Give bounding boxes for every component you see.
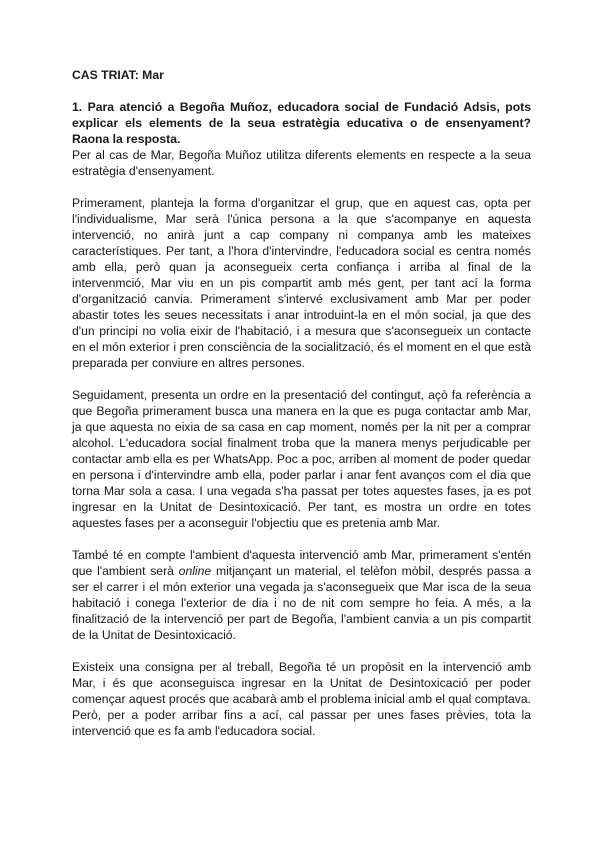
paragraph-environment-part-2: mitjançant un material, el telèfon mòbil, després passa a ser el carrer i el món exterior una vegada ja s'aconsegueix que Mar isca de la seua habitació i conega l'exterior de dia i no de nit com sempre ho feia. A més, a la finalització de la intervenció per part de Begoña, l'ambient canvia a un pis compartit de la Unitat de Desintoxicació. bbox=[72, 564, 531, 642]
intro-paragraph: Per al cas de Mar, Begoña Muñoz utilitza diferents elements en respecte a la seua estratègia d'ensenyament. bbox=[72, 148, 531, 178]
paragraph-environment bbox=[72, 547, 531, 643]
paragraph-environment-italic: online bbox=[178, 564, 212, 578]
paragraph-group-organization: Primerament, planteja la forma d'organitzar el grup, que en aquest cas, opta per l'individualisme, Mar serà l'única persona a la que s'acompanye en aquesta intervenció, no anirà junt a cap company ni companya amb les mateixes característiques. Per tant, a l'hora d'intervindre, l'educadora social es centra només amb ella, però quan ja aconsegueix certa confiança i arriba al final de la intervenmció, Mar viu en un pis compartit amb més gent, per tant ací la forma d'organització canvia. Primerament s'intervé exclusivament amb Mar per poder abastir totes les seues necessitats i anar introduint-la en el món social, ja que des d'un principi no volia eixir de l'habitació, i a mesura que s'aconsegueix un contacte en el món exterior i pren consciència de la socialització, és el moment en el que està preparada per conviure en altres persones. bbox=[72, 196, 531, 370]
paragraph-work-instruction: Existeix una consigna per al treball, Begoña té un propòsit en la intervenció amb Mar, i és que aconseguisca ingresar en la Unitat de Desintoxicació per poder començar aquest procés que acabarà amb el problema inicial amb el qual comptava. Però, per a poder arribar fins a ací, cal passar per unes fases prèvies, tota la intervenció que es fa amb l'educadora social. bbox=[72, 660, 531, 738]
document-title: CAS TRIAT: Mar bbox=[72, 68, 164, 82]
paragraph-environment-part-1: També té en compte l'ambient d'aquesta intervenció amb Mar, primerament s'entén que l'ambient serà bbox=[72, 548, 531, 578]
document-body bbox=[72, 67, 531, 755]
question-heading: 1. Para atenció a Begoña Muñoz, educadora social de Fundació Adsis, pots explicar els elements de la seua estratègia educativa o de ensenyament? Raona la resposta. bbox=[72, 100, 531, 146]
paragraph-content-order: Seguidament, presenta un ordre en la presentació del contingut, açò fa referència a que Begoña primerament busca una manera en la que es puga contactar amb Mar, ja que aquesta no eixia de sa casa en cap moment, només per la nit per a comprar alcohol. L'educadora social finalment troba que la manera menys perjudicable per contactar amb ella es per WhatsApp. Poc a poc, arriben al moment de poder quedar en persona i d'intervindre amb ella, poder parlar i anar fent avanços com el dia que torna Mar sola a casa. I una vegada s'ha passat per totes aquestes fases, ja es pot ingresar en la Unitat de Desintoxicació. Per tant, es mostra un ordre en totes aquestes fases per a aconseguir l'objectiu que es pretenia amb Mar. bbox=[72, 388, 531, 530]
